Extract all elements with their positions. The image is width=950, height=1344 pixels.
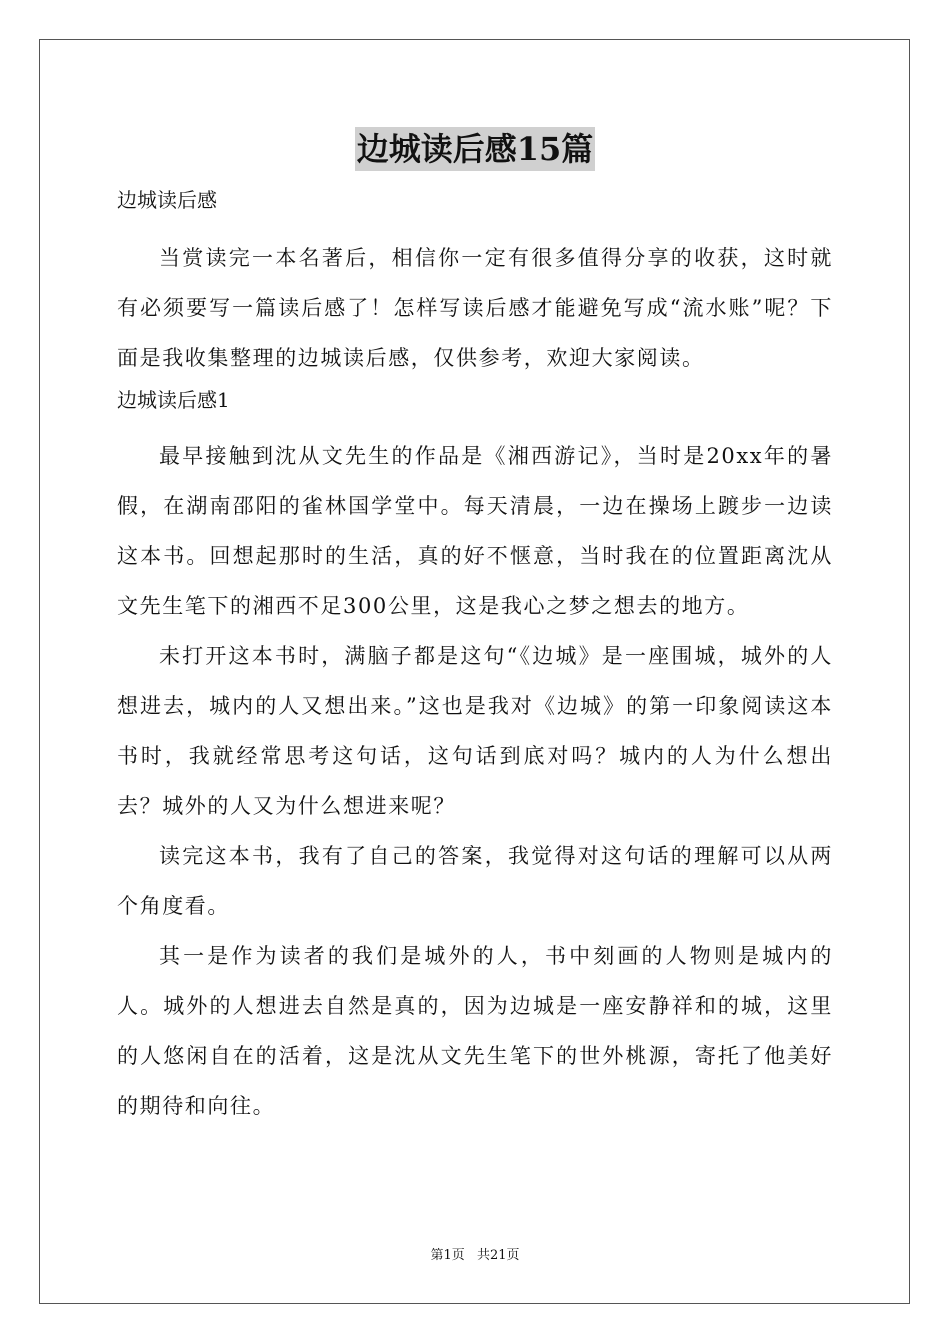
page-number: 第1页	[430, 1248, 465, 1263]
body-paragraph-3: 读完这本书，我有了自己的答案，我觉得对这句话的理解可以从两个角度看。	[117, 844, 833, 918]
document-body	[117, 183, 833, 1131]
page-total: 共21页	[476, 1248, 520, 1263]
main-heading: 边城读后感	[117, 188, 217, 212]
title-container	[0, 127, 950, 171]
section-heading: 边城读后感1	[117, 388, 230, 412]
body-paragraph-1: 最早接触到沈从文先生的作品是《湘西游记》，当时是20xx年的暑假，在湖南邵阳的雀林国学堂中。每天清晨，一边在操场上踱步一边读这本书。回想起那时的生活，真的好不惬意，当时我在的位置距离沈从文先生笔下的湘西不足300公里，这是我心之梦之想去的地方。	[117, 444, 833, 618]
body-paragraph-2: 未打开这本书时，满脑子都是这句“《边城》是一座围城，城外的人想进去，城内的人又想出来。”这也是我对《边城》的第一印象阅读这本书时，我就经常思考这句话，这句话到底对吗？城内的人为什么想出去？城外的人又为什么想进来呢？	[117, 644, 833, 818]
intro-paragraph: 当赏读完一本名著后，相信你一定有很多值得分享的收获，这时就有必须要写一篇读后感了！怎样写读后感才能避免写成“流水账”呢？下面是我收集整理的边城读后感，仅供参考，欢迎大家阅读。	[117, 246, 833, 370]
page-footer	[0, 1247, 950, 1265]
document-title: 边城读后感15篇	[355, 127, 596, 171]
body-paragraph-4: 其一是作为读者的我们是城外的人，书中刻画的人物则是城内的人。城外的人想进去自然是真的，因为边城是一座安静祥和的城，这里的人悠闲自在的活着，这是沈从文先生笔下的世外桃源，寄托了他美好的期待和向往。	[117, 944, 833, 1118]
